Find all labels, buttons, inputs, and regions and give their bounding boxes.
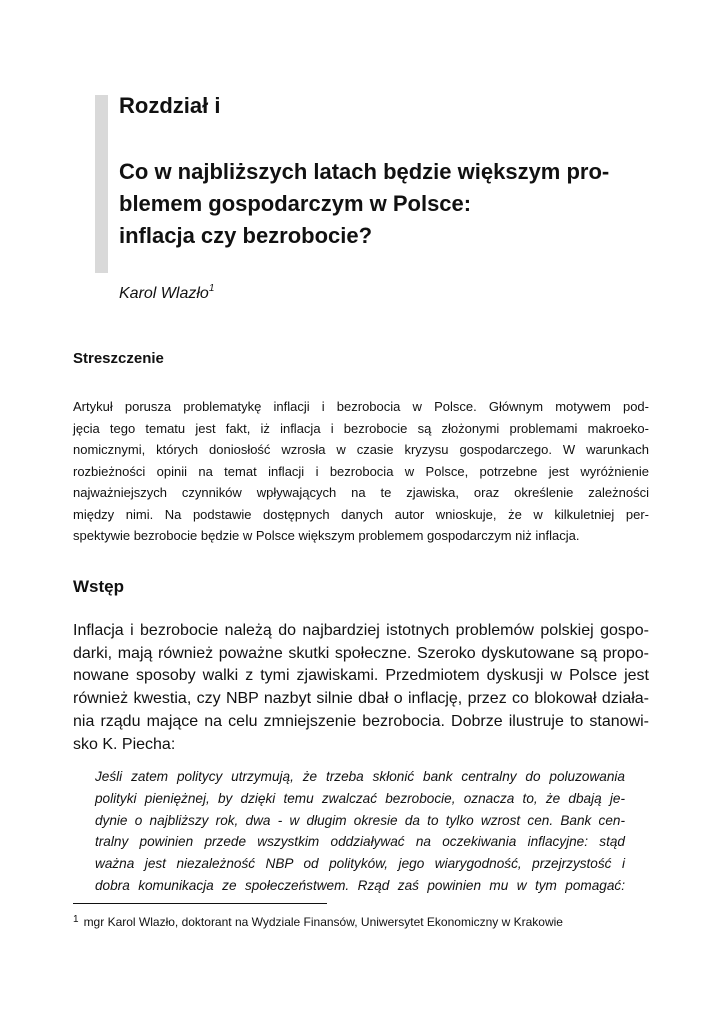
footnote-text: mgr Karol Wlazło, doktorant na Wydziale Finansów, Uniwersytet Ekonomiczny w Krakowie [83,915,563,929]
abstract-body [73,396,649,547]
quote-line: ważna jest niezależność NBP od polityków, jego wiarygodność, przejrzystość i [95,856,625,872]
block-quote [95,766,625,897]
footnote-mark: 1 [73,914,79,925]
chapter-title-line: Co w najbliższych latach będzie większym pro- [119,159,610,184]
author-footnote-mark[interactable]: 1 [208,283,215,294]
chapter-title-line: blemem gospodarczym w Polsce: [119,191,472,216]
abstract-heading: Streszczenie [73,350,164,367]
author-name: Karol Wlazło [119,285,209,302]
intro-line: darki, mają również poważne skutki społeczne. Szeroko dyskutowane są propo- [73,644,649,662]
quote-line: Jeśli zatem politycy utrzymują, że trzeba skłonić bank centralny do poluzowania [95,769,625,784]
intro-line: również kwestia, czy NBP nazbyt silnie dbał o inflację, przez co blokował działa- [73,690,649,708]
intro-heading: Wstęp [73,577,124,596]
chapter-title [119,156,659,252]
abstract-line: najważniejszych czynników wpływających na te zjawiska, oraz określenie zależności [73,485,649,500]
abstract-line: spektywie bezrobocie będzie w Polsce większym problemem gospodarczym niż inflacja. [73,528,580,543]
intro-line: nia rządu mające na celu zmniejszenie bezrobocia. Dobrze ilustruje to stanowi- [73,712,649,730]
quote-line: polityki pieniężnej, by dzięki temu zwalczać bezrobocie, oznacza to, że dbają je- [95,790,625,806]
intro-line: Inflacja i bezrobocie należą do najbardziej istotnych problemów polskiej gospo- [73,622,649,639]
intro-line: sko K. Piecha: [73,735,176,753]
abstract-line: Artykuł porusza problematykę inflacji i bezrobocia w Polsce. Głównym motywem pod- [73,399,649,414]
quote-line: tralny powinien przede wszystkim oddziaływać na oczekiwania inflacyjne: stąd [95,834,625,850]
author [119,283,214,303]
quote-line: dynie o najbliższy rok, dwa - w długim okresie da to tylko wzrost cen. Bank cen- [95,812,625,828]
chapter-title-line: inflacja czy bezrobocie? [119,223,373,248]
footnote-separator [73,903,327,904]
chapter-label: Rozdział i [119,93,221,118]
abstract-line: rozbieżności opinii na temat inflacji i bezrobocia w Polsce, potrzebne jest wyróżnienie [73,463,649,479]
abstract-line: jęcia tego tematu jest fakt, iż inflacja i bezrobocie są złożonymi problemami makroeko- [73,420,649,436]
footnote [73,914,563,929]
intro-body [73,620,649,756]
chapter-accent-bar [95,95,108,273]
abstract-line: nomicznymi, których doniosłość wzrosła w czasie kryzysu gospodarczego. W warunkach [73,442,649,457]
intro-line: nowane sposoby walki z tymi zjawiskami. Przedmiotem dyskusji w Polsce jest [73,667,649,685]
abstract-line: między nimi. Na podstawie dostępnych danych autor wnioskuje, że w kilkuletniej per- [73,506,649,522]
quote-line: dobra komunikacja ze społeczeństwem. Rząd zaś powinien mu w tym pomagać: [95,877,625,893]
